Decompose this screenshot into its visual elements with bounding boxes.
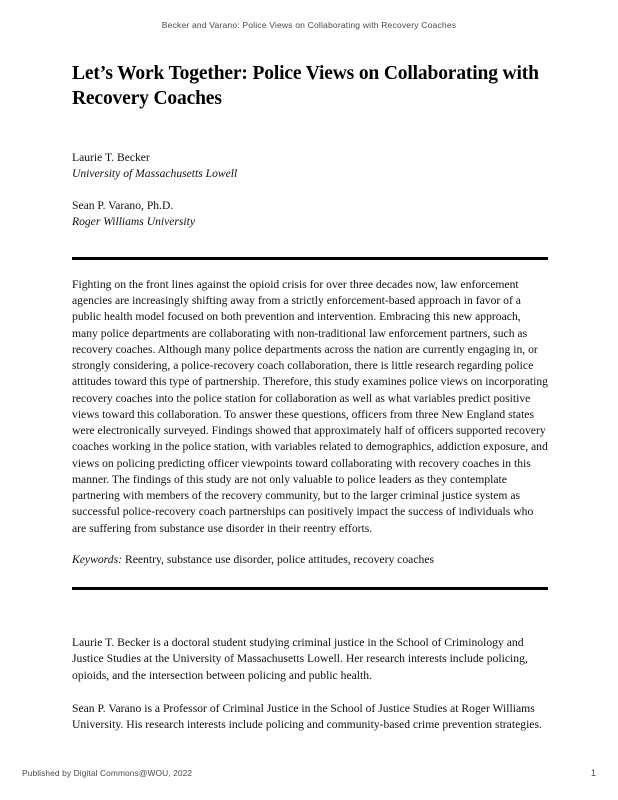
keywords-line — [72, 552, 548, 568]
page-title: Let’s Work Together: Police Views on Collaborating with Recovery Coaches — [72, 63, 539, 109]
author-block — [72, 198, 548, 230]
author-bio: Laurie T. Becker is a doctoral student studying criminal justice in the School of Criminology and Justice Studies at the University of Massachusetts Lowell. Her research interests include policing, opioids, and the intersection between policing and public health. — [72, 636, 528, 682]
author-name: Laurie T. Becker — [72, 150, 150, 164]
keywords-label: Keywords: — [72, 552, 123, 566]
running-header: Becker and Varano: Police Views on Collaborating with Recovery Coaches — [161, 20, 457, 30]
author-name: Sean P. Varano, Ph.D. — [72, 198, 174, 212]
footer-page-number: 1 — [591, 768, 596, 778]
author-bio: Sean P. Varano is a Professor of Criminal Justice in the School of Justice Studies at Roger Williams University. His research interests include policing and community-based crime prevention strategies. — [72, 701, 542, 732]
footer-publisher: Published by Digital Commons@WOU, 2022 — [22, 768, 193, 778]
abstract-bottom-divider — [72, 587, 548, 590]
author-affiliation: Roger Williams University — [72, 214, 196, 228]
abstract-text: Fighting on the front lines against the opioid crisis for over three decades now, law enforcement agencies are increasingly shifting away from a strictly enforcement-based approach in favor of a public health model focused on both prevention and intervention. Embracing this new approach, many police departments are collaborating with non-traditional law enforcement partners, such as recovery coaches. Although many police departments across the nation are currently engaging in, or strongly considering, a police-recovery coach collaboration, there is little research regarding police attitudes toward this type of partnership. Therefore, this study examines police views on incorporating recovery coaches into the police station for collaboration as well as what variables predict positive views toward this collaboration. To answer these questions, officers from three New England states were electronically surveyed. Findings showed that approximately half of officers supported recovery coaches working in the police station, with variables related to demographics, addiction exposure, and views on policing predicting officer viewpoints toward collaborating with recovery coaches in this manner. The findings of this study are not only valuable to police leaders as they contemplate partnering with members of the recovery community, but to the larger criminal justice system as successful police-recovery coach partnerships can positively impact the success of individuals who are suffering from substance use disorder in their reentry efforts. — [72, 277, 548, 535]
author-list — [72, 150, 548, 230]
content-column — [72, 62, 548, 733]
abstract-top-divider — [72, 257, 548, 260]
author-bios — [72, 635, 548, 733]
author-affiliation: University of Massachusetts Lowell — [72, 166, 238, 180]
author-block — [72, 150, 548, 182]
page-footer — [22, 768, 596, 778]
keywords-values: Reentry, substance use disorder, police attitudes, recovery coaches — [124, 552, 435, 566]
